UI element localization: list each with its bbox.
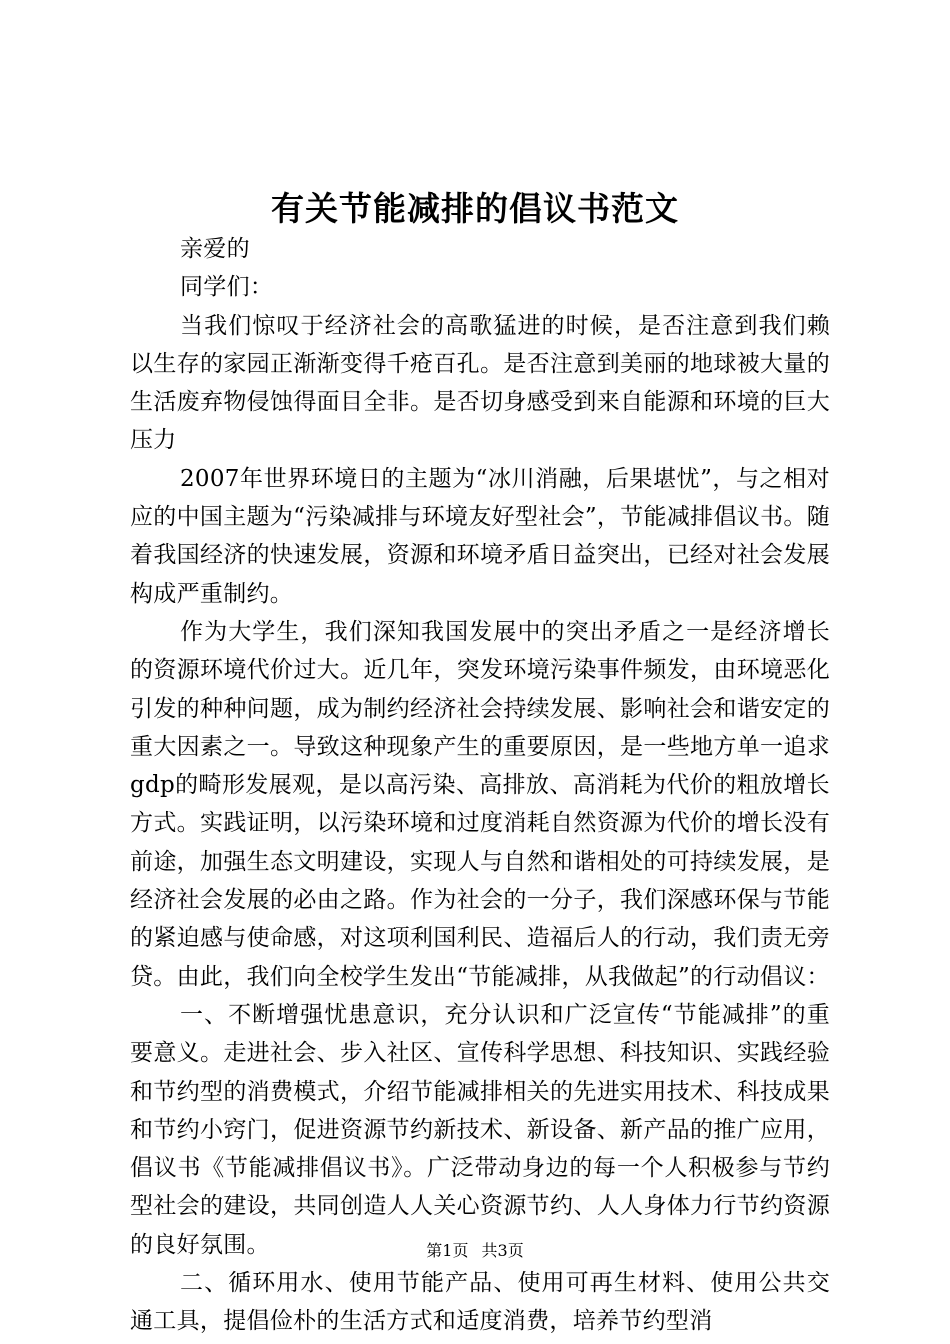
page-number: 第1页 bbox=[426, 1241, 469, 1260]
page-total: 共3页 bbox=[481, 1241, 524, 1260]
document-title: 有关节能减排的倡议书范文 bbox=[271, 189, 679, 228]
page-footer bbox=[0, 1240, 950, 1262]
paragraph: 当我们惊叹于经济社会的高歌猛进的时候，是否注意到我们赖以生存的家园正渐渐变得千疮百孔。是否注意到美丽的地球被大量的生活废弃物侵蚀得面目全非。是否切身感受到来自能源和环境的巨大压力 bbox=[130, 312, 830, 454]
salutation-line: 同学们： bbox=[180, 274, 274, 301]
salutation-line: 亲爱的 bbox=[180, 236, 250, 262]
paragraph: 作为大学生，我们深知我国发展中的突出矛盾之一是经济增长的资源环境代价过大。近几年，突发环境污染事件频发，由环境恶化引发的种种问题，成为制约经济社会持续发展、影响社会和谐安定的重大因素之一。导致这种现象产生的重要原因，是一些地方单一追求gdp的畸形发展观，是以高污染、高排放、高消耗为代价的粗放增长方式。实践证明，以污染环境和过度消耗自然资源为代价的增长没有前途，加强生态文明建设，实现人与自然和谐相处的可持续发展，是经济社会发展的必由之路。作为社会的一分子，我们深感环保与节能的紧迫感与使命感，对这项利国利民、造福后人的行动，我们责无旁贷。由此，我们向全校学生发出“节能减排，从我做起”的行动倡议： bbox=[130, 618, 830, 990]
paragraph: 二、循环用水、使用节能产品、使用可再生材料、使用公共交通工具，提倡俭朴的生活方式和适度消费，培养节约型消 bbox=[130, 1270, 830, 1335]
paragraph: 2007年世界环境日的主题为“冰川消融，后果堪忧”，与之相对应的中国主题为“污染减排与环境友好型社会”，节能减排倡议书。随着我国经济的快速发展，资源和环境矛盾日益突出，已经对社会发展构成严重制约。 bbox=[130, 465, 830, 607]
document-body bbox=[130, 230, 830, 1341]
paragraph: 一、不断增强忧患意识，充分认识和广泛宣传“节能减排”的重要意义。走进社会、步入社区、宣传科学思想、科技知识、实践经验和节约型的消费模式，介绍节能减排相关的先进实用技术、科技成果和节约小窍门，促进资源节约新技术、新设备、新产品的推广应用，倡议书《节能减排倡议书》。广泛带动身边的每一个人积极参与节约型社会的建设，共同创造人人关心资源节约、人人身体力行节约资源的良好氛围。 bbox=[130, 1001, 830, 1258]
